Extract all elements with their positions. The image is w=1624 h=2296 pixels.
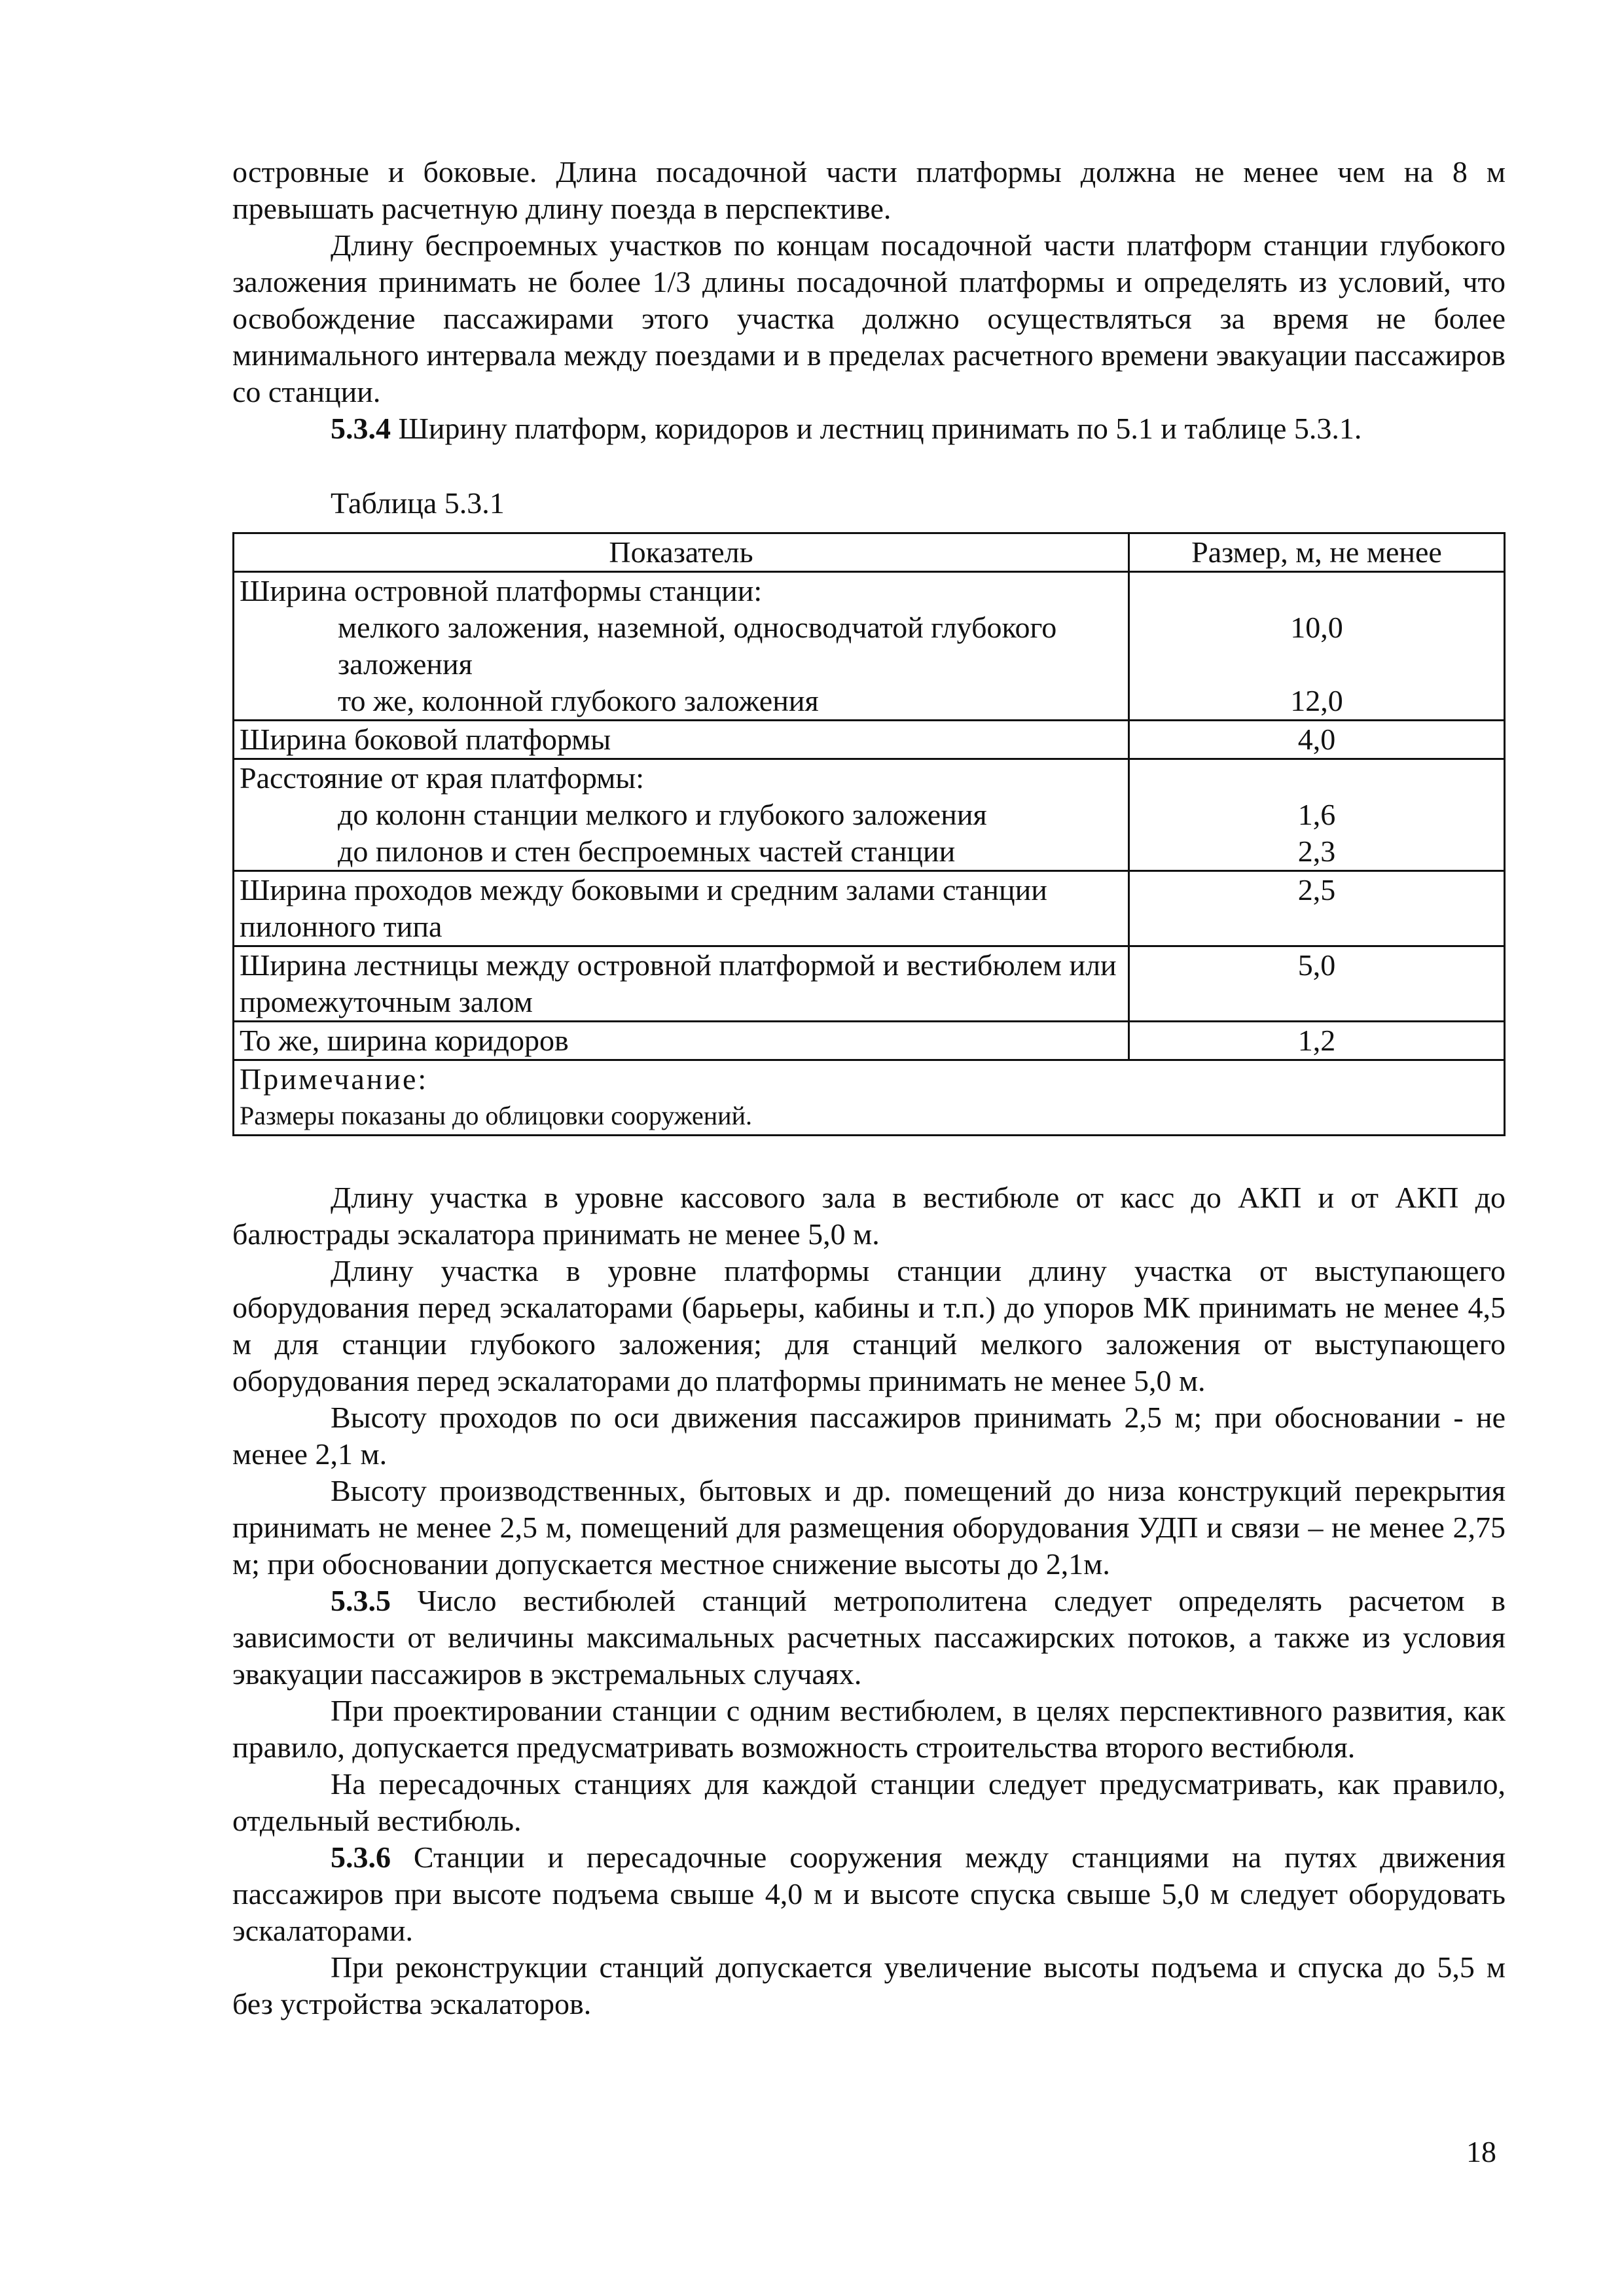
row-subitem: мелкого заложения, наземной, односводчатой глубокого заложения [338, 611, 1057, 681]
clause-text: Ширину платформ, коридоров и лестниц принимать по 5.1 и таблице 5.3.1. [391, 412, 1362, 445]
cell-island-platform [234, 572, 1129, 721]
table-row [234, 871, 1505, 946]
note-text: Размеры показаны до облицовки сооружений. [240, 1101, 752, 1130]
table-header-row [234, 533, 1505, 572]
clause-number: 5.3.4 [331, 412, 391, 445]
cell-passage-width: Ширина проходов между боковыми и средним залами станции пилонного типа [234, 871, 1129, 946]
paragraph-unloaded-sections: Длину беспроемных участков по концам посадочной части платформ станции глубокого заложения принимать не более 1/3 длины посадочной платформы и определять из условий, что освобождение пассажирами этого участка должно осуществляться за время не более минимального интервала между поездами и в пределах расчетного времени эвакуации пассажиров со станции. [232, 228, 1506, 408]
paragraph-room-height: Высоту производственных, бытовых и др. помещений до низа конструкций перекрытия принимать не менее 2,5 м, помещений для размещения оборудования УДП и связи – не менее 2,75 м; при обосновании допускается местное снижение высоты до 2,1м. [232, 1474, 1506, 1581]
paragraph-ticket-hall: Длину участка в уровне кассового зала в вестибюле от касс до АКП и от АКП до балюстрады эскалатора принимать не менее 5,0 м. [232, 1181, 1506, 1251]
table-note-row [234, 1060, 1505, 1136]
clause-5-3-6 [232, 1839, 1506, 1949]
page-number: 18 [1466, 2135, 1496, 2168]
dimensions-table [232, 532, 1506, 1136]
clause-number: 5.3.5 [331, 1584, 391, 1617]
cell-note [234, 1060, 1505, 1136]
paragraph-reconstruction: При реконструкции станций допускается увеличение высоты подъема и спуска до 5,5 м без устройства эскалаторов. [232, 1950, 1506, 2020]
value: 1,2 [1129, 1022, 1505, 1060]
table-caption: Таблица 5.3.1 [331, 486, 505, 520]
row-heading: Ширина островной платформы станции: [240, 574, 763, 607]
table-row [234, 759, 1505, 871]
value: 10,0 [1290, 611, 1343, 644]
value: 1,6 [1297, 798, 1336, 831]
table-row [234, 721, 1505, 759]
value: 2,5 [1129, 871, 1505, 946]
header-size: Размер, м, не менее [1129, 533, 1505, 572]
clause-number: 5.3.6 [331, 1840, 391, 1874]
cell-corridor-width: То же, ширина коридоров [234, 1022, 1129, 1060]
table-row [234, 572, 1505, 721]
table-row [234, 946, 1505, 1022]
paragraph-platform-level: Длину участка в уровне платформы станции длину участка от выступающего оборудования перед эскалаторами (барьеры, кабины и т.п.) до упоров МК принимать не менее 4,5 м для станции глубокого заложения; для станций мелкого заложения от выступающего оборудования перед эскалаторами до платформы принимать не менее 5,0 м. [232, 1254, 1506, 1397]
note-label: Примечание: [240, 1062, 429, 1096]
cell-side-platform: Ширина боковой платформы [234, 721, 1129, 759]
clause-text: Станции и пересадочные сооружения между станциями на путях движения пассажиров при высоте подъема свыше 4,0 м и высоте спуска свыше 5,0 м следует оборудовать эскалаторами. [232, 1840, 1506, 1947]
value: 2,3 [1297, 834, 1336, 868]
value: 12,0 [1290, 684, 1343, 717]
row-subitem: то же, колонной глубокого заложения [338, 684, 819, 717]
row-subitem: до колонн станции мелкого и глубокого заложения [338, 798, 987, 831]
row-subitem: до пилонов и стен беспроемных частей станции [338, 834, 956, 868]
paragraph-platform-types: островные и боковые. Длина посадочной части платформы должна не менее чем на 8 м превышать расчетную длину поезда в перспективе. [232, 155, 1506, 225]
header-indicator: Показатель [234, 533, 1129, 572]
paragraph-passage-height: Высоту проходов по оси движения пассажиров принимать 2,5 м; при обосновании - не менее 2,1 м. [232, 1401, 1506, 1471]
document-page [232, 154, 1506, 2022]
paragraph-single-vestibule: При проектировании станции с одним вестибюлем, в целях перспективного развития, как правило, допускается предусматривать возможность строительства второго вестибюля. [232, 1694, 1506, 1764]
paragraph-transfer-stations: На пересадочных станциях для каждой станции следует предусматривать, как правило, отдельный вестибюль. [232, 1767, 1506, 1837]
value: 5,0 [1129, 946, 1505, 1022]
clause-5-3-5 [232, 1583, 1506, 1693]
clause-text: Число вестибюлей станций метрополитена следует определять расчетом в зависимости от величины максимальных расчетных пассажирских потоков, а также из условия эвакуации пассажиров в экстремальных случаях. [232, 1584, 1506, 1691]
value: 4,0 [1129, 721, 1505, 759]
row-heading: Расстояние от края платформы: [240, 761, 644, 795]
cell-stair-width: Ширина лестницы между островной платформой и вестибюлем или промежуточным залом [234, 946, 1129, 1022]
cell-values [1129, 572, 1505, 721]
table-row [234, 1022, 1505, 1060]
cell-edge-distance [234, 759, 1129, 871]
cell-values [1129, 759, 1505, 871]
clause-5-3-4 [232, 410, 1506, 447]
